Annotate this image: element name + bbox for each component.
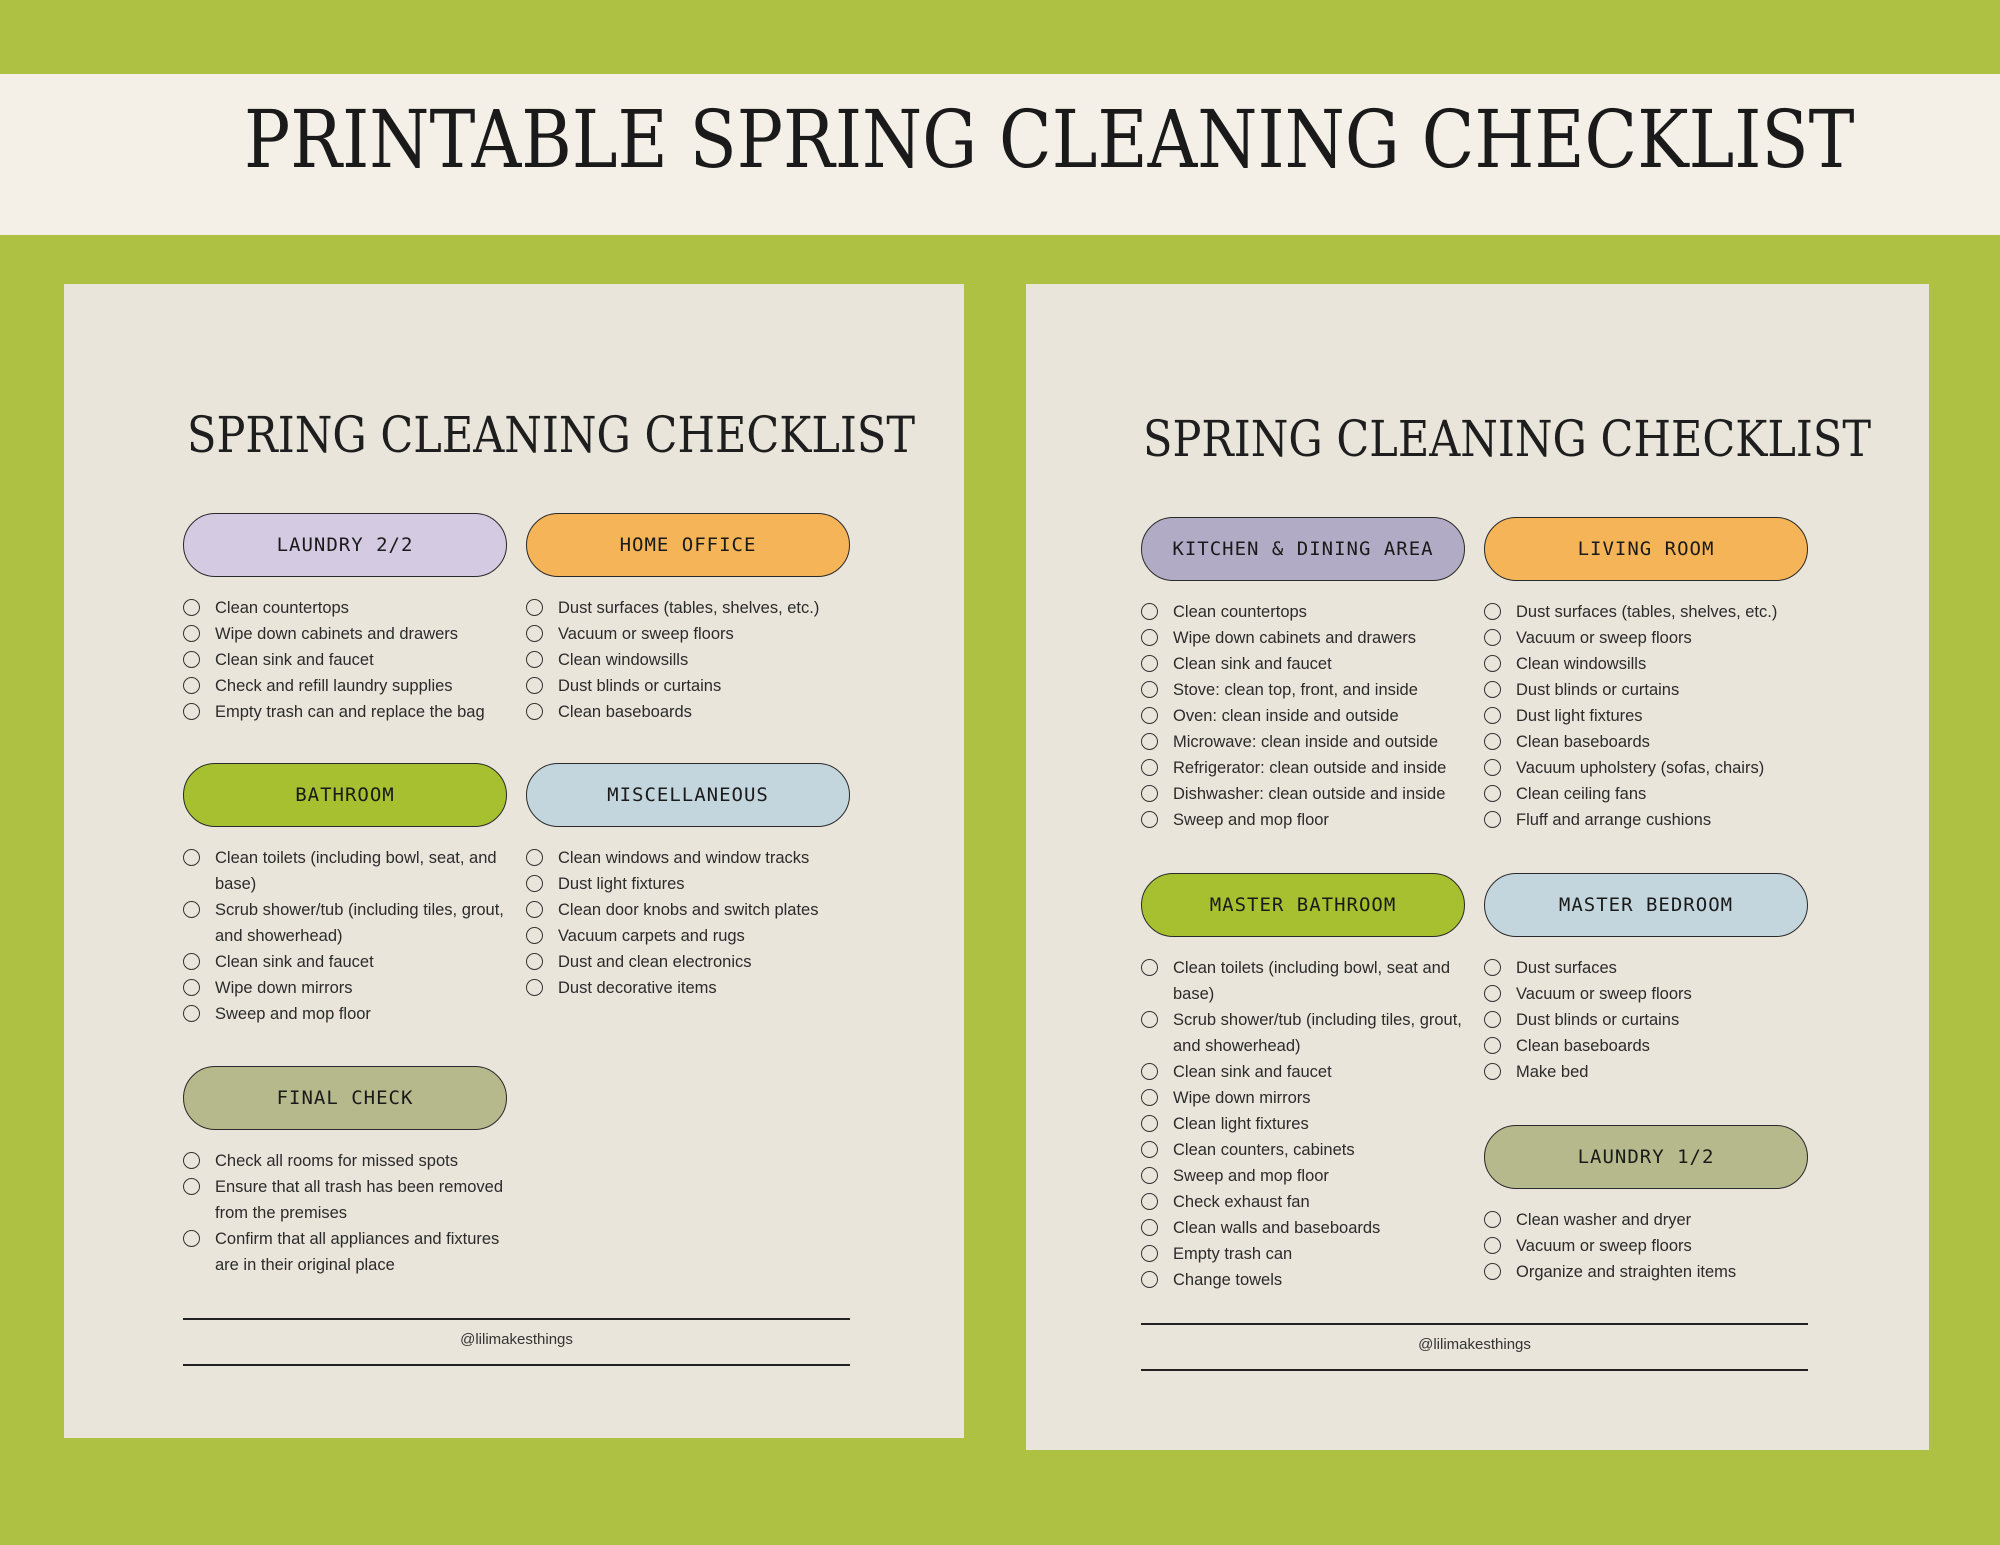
- checklist-item[interactable]: [1484, 955, 1808, 981]
- checklist-item[interactable]: [183, 1226, 507, 1278]
- checklist-item-label: Dishwasher: clean outside and inside: [1173, 785, 1446, 803]
- checklist-item[interactable]: [526, 897, 850, 923]
- checkbox-circle-icon[interactable]: [1484, 603, 1501, 620]
- footer-handle: @lilimakesthings: [460, 1331, 573, 1348]
- checkbox-circle-icon[interactable]: [1141, 1219, 1158, 1236]
- checklist-item-label: Ensure that all trash has been removed from the premises: [215, 1178, 504, 1222]
- checkbox-circle-icon[interactable]: [526, 677, 543, 694]
- checklist-item-label: Change towels: [1173, 1271, 1283, 1289]
- right-sheet: [1026, 284, 1929, 1450]
- checkbox-circle-icon[interactable]: [1141, 785, 1158, 802]
- checkbox-circle-icon[interactable]: [526, 953, 543, 970]
- checkbox-circle-icon[interactable]: [183, 599, 200, 616]
- checkbox-circle-icon[interactable]: [1141, 1089, 1158, 1106]
- checklist-item[interactable]: [1141, 1267, 1465, 1293]
- section-bathroom: [183, 763, 507, 1027]
- checklist-item[interactable]: [1141, 755, 1465, 781]
- checklist-item-label: Sweep and mop floor: [215, 1005, 371, 1023]
- checklist-item[interactable]: [1141, 1163, 1465, 1189]
- checkbox-circle-icon[interactable]: [1141, 1115, 1158, 1132]
- checkbox-circle-icon[interactable]: [1484, 1037, 1501, 1054]
- checklist-item-label: Clean sink and faucet: [1173, 1063, 1332, 1081]
- checklist: [183, 1148, 507, 1278]
- section-master-bedroom: [1484, 873, 1808, 1085]
- checkbox-circle-icon[interactable]: [1141, 759, 1158, 776]
- checklist-item[interactable]: [183, 845, 507, 897]
- section-header: LAUNDRY 1/2: [1484, 1125, 1808, 1189]
- checklist-item-label: Vacuum or sweep floors: [558, 625, 734, 643]
- checkbox-circle-icon[interactable]: [1484, 707, 1501, 724]
- checklist-item-label: Clean baseboards: [1516, 733, 1650, 751]
- checkbox-circle-icon[interactable]: [526, 651, 543, 668]
- checklist-item-label: Check exhaust fan: [1173, 1193, 1310, 1211]
- checklist-item-label: Microwave: clean inside and outside: [1173, 733, 1439, 751]
- checklist-item-label: Clean sink and faucet: [1173, 655, 1332, 673]
- section-header: BATHROOM: [183, 763, 507, 827]
- checklist-item-label: Dust surfaces (tables, shelves, etc.): [558, 599, 820, 617]
- checklist-item[interactable]: [1484, 1207, 1808, 1233]
- section-header: MASTER BATHROOM: [1141, 873, 1465, 937]
- checklist-item[interactable]: [1141, 1059, 1465, 1085]
- checkbox-circle-icon[interactable]: [1484, 1237, 1501, 1254]
- checklist-item[interactable]: [526, 845, 850, 871]
- checklist-item-label: Wipe down mirrors: [215, 979, 353, 997]
- checklist-item-label: Clean walls and baseboards: [1173, 1219, 1381, 1237]
- left-sheet-title: SPRING CLEANING CHECKLIST: [187, 406, 916, 464]
- checklist-item[interactable]: [1141, 651, 1465, 677]
- checklist-item-label: Clean washer and dryer: [1516, 1211, 1692, 1229]
- checklist-item[interactable]: [1484, 1033, 1808, 1059]
- checklist-item[interactable]: [526, 923, 850, 949]
- checklist: [183, 845, 507, 1027]
- checklist-item-label: Organize and straighten items: [1516, 1263, 1737, 1281]
- checklist-item[interactable]: [526, 595, 850, 621]
- checkbox-circle-icon[interactable]: [183, 703, 200, 720]
- checklist-item[interactable]: [1484, 729, 1808, 755]
- checklist-item-label: Check and refill laundry supplies: [215, 677, 453, 695]
- footer-line-top: [1141, 1323, 1808, 1325]
- checklist-item-label: Dust decorative items: [558, 979, 717, 997]
- checkbox-circle-icon[interactable]: [1141, 1245, 1158, 1262]
- checkbox-circle-icon[interactable]: [183, 953, 200, 970]
- checklist: [1484, 1207, 1808, 1285]
- section-home-office: [526, 513, 850, 725]
- checkbox-circle-icon[interactable]: [1141, 655, 1158, 672]
- checklist-item-label: Clean countertops: [1173, 603, 1307, 621]
- checklist-item[interactable]: [1141, 1085, 1465, 1111]
- checklist-item-label: Fluff and arrange cushions: [1516, 811, 1712, 829]
- checklist-item[interactable]: [183, 949, 507, 975]
- checklist: [526, 845, 850, 1001]
- checkbox-circle-icon[interactable]: [183, 1152, 200, 1169]
- checklist-item[interactable]: [1141, 703, 1465, 729]
- checklist-item[interactable]: [1141, 1007, 1465, 1059]
- checklist-item-label: Clean counters, cabinets: [1173, 1141, 1355, 1159]
- section-living-room: [1484, 517, 1808, 833]
- checklist-item[interactable]: [1141, 781, 1465, 807]
- checkbox-circle-icon[interactable]: [1141, 733, 1158, 750]
- checkbox-circle-icon[interactable]: [183, 1005, 200, 1022]
- checkbox-circle-icon[interactable]: [1141, 603, 1158, 620]
- checklist: [1141, 599, 1465, 833]
- checklist-item[interactable]: [1484, 981, 1808, 1007]
- checklist-item-label: Dust light fixtures: [558, 875, 685, 893]
- checklist-item[interactable]: [1484, 1233, 1808, 1259]
- checkbox-circle-icon[interactable]: [183, 651, 200, 668]
- checklist-item[interactable]: [526, 647, 850, 673]
- checklist: [183, 595, 507, 725]
- checklist-item[interactable]: [183, 1001, 507, 1027]
- section-header: HOME OFFICE: [526, 513, 850, 577]
- checklist-item-label: Dust blinds or curtains: [558, 677, 722, 695]
- checklist-item-label: Empty trash can: [1173, 1245, 1293, 1263]
- checkbox-circle-icon[interactable]: [1141, 1167, 1158, 1184]
- section-laundry-2-2: [183, 513, 507, 725]
- checklist-item-label: Refrigerator: clean outside and inside: [1173, 759, 1447, 777]
- checklist-item[interactable]: [526, 949, 850, 975]
- checklist-item-label: Clean toilets (including bowl, seat and base): [1173, 959, 1450, 1003]
- section-header: MASTER BEDROOM: [1484, 873, 1808, 937]
- checklist-item-label: Oven: clean inside and outside: [1173, 707, 1399, 725]
- checklist-item-label: Dust surfaces: [1516, 959, 1617, 977]
- checklist-item[interactable]: [1141, 599, 1465, 625]
- checklist-item[interactable]: [1484, 651, 1808, 677]
- checklist-item[interactable]: [183, 699, 507, 725]
- checkbox-circle-icon[interactable]: [1141, 1271, 1158, 1288]
- checklist-item-label: Wipe down cabinets and drawers: [1173, 629, 1417, 647]
- checklist-item-label: Dust blinds or curtains: [1516, 681, 1680, 699]
- checkbox-circle-icon[interactable]: [1141, 1011, 1158, 1028]
- checklist-item-label: Clean ceiling fans: [1516, 785, 1647, 803]
- checklist-item[interactable]: [1484, 781, 1808, 807]
- footer-line-bottom: [1141, 1369, 1808, 1371]
- checklist-item[interactable]: [183, 621, 507, 647]
- checklist-item-label: Wipe down mirrors: [1173, 1089, 1311, 1107]
- checkbox-circle-icon[interactable]: [1484, 1211, 1501, 1228]
- checklist-item[interactable]: [1141, 807, 1465, 833]
- checklist-item-label: Vacuum upholstery (sofas, chairs): [1516, 759, 1765, 777]
- checklist-item[interactable]: [1141, 1241, 1465, 1267]
- section-header: LAUNDRY 2/2: [183, 513, 507, 577]
- checklist-item-label: Check all rooms for missed spots: [215, 1152, 458, 1170]
- checkbox-circle-icon[interactable]: [1484, 1063, 1501, 1080]
- checklist-item-label: Stove: clean top, front, and inside: [1173, 681, 1418, 699]
- checklist-item[interactable]: [1484, 625, 1808, 651]
- checkbox-circle-icon[interactable]: [1141, 959, 1158, 976]
- section-header: LIVING ROOM: [1484, 517, 1808, 581]
- section-kitchen-dining-area: [1141, 517, 1465, 833]
- checklist-item-label: Vacuum or sweep floors: [1516, 985, 1692, 1003]
- checkbox-circle-icon[interactable]: [183, 901, 200, 918]
- checkbox-circle-icon[interactable]: [183, 1178, 200, 1195]
- checklist-item[interactable]: [183, 595, 507, 621]
- checkbox-circle-icon[interactable]: [1141, 1063, 1158, 1080]
- checklist-item-label: Clean windows and window tracks: [558, 849, 810, 867]
- checkbox-circle-icon[interactable]: [1141, 811, 1158, 828]
- right-sheet-title: SPRING CLEANING CHECKLIST: [1143, 410, 1872, 468]
- checkbox-circle-icon[interactable]: [526, 927, 543, 944]
- checkbox-circle-icon[interactable]: [1484, 629, 1501, 646]
- checklist: [526, 595, 850, 725]
- checklist-item-label: Clean baseboards: [558, 703, 692, 721]
- checklist-item[interactable]: [1141, 1215, 1465, 1241]
- checklist-item-label: Vacuum or sweep floors: [1516, 629, 1692, 647]
- checkbox-circle-icon[interactable]: [183, 849, 200, 866]
- checklist-item[interactable]: [1484, 599, 1808, 625]
- footer-line-bottom: [183, 1364, 850, 1366]
- banner-title: PRINTABLE SPRING CLEANING CHECKLIST: [244, 93, 1855, 186]
- checklist-item-label: Clean countertops: [215, 599, 349, 617]
- section-final-check: [183, 1066, 507, 1278]
- checklist-item[interactable]: [526, 871, 850, 897]
- checklist-item[interactable]: [1484, 1259, 1808, 1285]
- checkbox-circle-icon[interactable]: [526, 875, 543, 892]
- checklist-item[interactable]: [526, 673, 850, 699]
- checklist-item[interactable]: [1141, 955, 1465, 1007]
- checklist-item-label: Dust surfaces (tables, shelves, etc.): [1516, 603, 1778, 621]
- section-miscellaneous: [526, 763, 850, 1001]
- checklist-item[interactable]: [1141, 677, 1465, 703]
- checkbox-circle-icon[interactable]: [183, 677, 200, 694]
- checklist-item-label: Scrub shower/tub (including tiles, grout, and showerhead): [1173, 1011, 1462, 1055]
- checkbox-circle-icon[interactable]: [1141, 707, 1158, 724]
- checklist-item[interactable]: [526, 975, 850, 1001]
- checklist-item-label: Scrub shower/tub (including tiles, grout, and showerhead): [215, 901, 504, 945]
- checkbox-circle-icon[interactable]: [1141, 1141, 1158, 1158]
- footer-handle: @lilimakesthings: [1418, 1336, 1531, 1353]
- checklist-item-label: Wipe down cabinets and drawers: [215, 625, 459, 643]
- checklist-item[interactable]: [1141, 1189, 1465, 1215]
- checkbox-circle-icon[interactable]: [526, 849, 543, 866]
- checkbox-circle-icon[interactable]: [1141, 629, 1158, 646]
- checklist: [1141, 955, 1465, 1293]
- checkbox-circle-icon[interactable]: [526, 625, 543, 642]
- checklist: [1484, 955, 1808, 1085]
- checkbox-circle-icon[interactable]: [1484, 655, 1501, 672]
- checkbox-circle-icon[interactable]: [1484, 681, 1501, 698]
- checklist-item-label: Vacuum carpets and rugs: [558, 927, 745, 945]
- checklist-item-label: Make bed: [1516, 1063, 1589, 1081]
- checklist-item[interactable]: [183, 673, 507, 699]
- checkbox-circle-icon[interactable]: [1484, 959, 1501, 976]
- checkbox-circle-icon[interactable]: [1484, 733, 1501, 750]
- checklist-item-label: Clean door knobs and switch plates: [558, 901, 819, 919]
- checklist-item[interactable]: [1484, 1007, 1808, 1033]
- checklist-item[interactable]: [183, 647, 507, 673]
- checklist-item-label: Empty trash can and replace the bag: [215, 703, 485, 721]
- checkbox-circle-icon[interactable]: [526, 979, 543, 996]
- checkbox-circle-icon[interactable]: [1484, 785, 1501, 802]
- checklist-item-label: Clean toilets (including bowl, seat, and base): [215, 849, 497, 893]
- checkbox-circle-icon[interactable]: [1484, 1263, 1501, 1280]
- checkbox-circle-icon[interactable]: [183, 625, 200, 642]
- checklist-item-label: Clean sink and faucet: [215, 651, 374, 669]
- checkbox-circle-icon[interactable]: [1484, 985, 1501, 1002]
- footer-line-top: [183, 1318, 850, 1320]
- checkbox-circle-icon[interactable]: [183, 1230, 200, 1247]
- checklist-item[interactable]: [1484, 703, 1808, 729]
- checkbox-circle-icon[interactable]: [526, 703, 543, 720]
- section-header: MISCELLANEOUS: [526, 763, 850, 827]
- section-laundry-1-2: [1484, 1125, 1808, 1285]
- section-header: KITCHEN & DINING AREA: [1141, 517, 1465, 581]
- checkbox-circle-icon[interactable]: [1141, 1193, 1158, 1210]
- checklist-item[interactable]: [526, 621, 850, 647]
- checkbox-circle-icon[interactable]: [183, 979, 200, 996]
- checklist-item[interactable]: [183, 897, 507, 949]
- checklist-item-label: Dust and clean electronics: [558, 953, 752, 971]
- checkbox-circle-icon[interactable]: [1484, 759, 1501, 776]
- checklist-item[interactable]: [1141, 625, 1465, 651]
- checklist-item-label: Clean windowsills: [1516, 655, 1647, 673]
- checklist-item-label: Clean baseboards: [1516, 1037, 1650, 1055]
- checklist-item-label: Clean windowsills: [558, 651, 689, 669]
- checkbox-circle-icon[interactable]: [526, 901, 543, 918]
- checklist-item[interactable]: [1484, 807, 1808, 833]
- checkbox-circle-icon[interactable]: [1141, 681, 1158, 698]
- checklist-item[interactable]: [526, 699, 850, 725]
- checklist-item-label: Clean light fixtures: [1173, 1115, 1309, 1133]
- checklist-item[interactable]: [1484, 1059, 1808, 1085]
- checklist-item-label: Sweep and mop floor: [1173, 811, 1329, 829]
- checklist-item[interactable]: [1484, 755, 1808, 781]
- checklist-item[interactable]: [1141, 1137, 1465, 1163]
- checklist-item-label: Vacuum or sweep floors: [1516, 1237, 1692, 1255]
- checklist-item-label: Clean sink and faucet: [215, 953, 374, 971]
- section-header: FINAL CHECK: [183, 1066, 507, 1130]
- checklist-item[interactable]: [1484, 677, 1808, 703]
- checkbox-circle-icon[interactable]: [1484, 1011, 1501, 1028]
- checklist-item[interactable]: [183, 1174, 507, 1226]
- left-sheet: [64, 284, 964, 1438]
- checklist: [1484, 599, 1808, 833]
- section-master-bathroom: [1141, 873, 1465, 1293]
- checklist-item[interactable]: [183, 975, 507, 1001]
- checklist-item[interactable]: [1141, 1111, 1465, 1137]
- checkbox-circle-icon[interactable]: [526, 599, 543, 616]
- checklist-item-label: Sweep and mop floor: [1173, 1167, 1329, 1185]
- checklist-item[interactable]: [1141, 729, 1465, 755]
- checklist-item-label: Dust light fixtures: [1516, 707, 1643, 725]
- checklist-item[interactable]: [183, 1148, 507, 1174]
- checkbox-circle-icon[interactable]: [1484, 811, 1501, 828]
- checklist-item-label: Confirm that all appliances and fixtures are in their original place: [215, 1230, 500, 1274]
- checklist-item-label: Dust blinds or curtains: [1516, 1011, 1680, 1029]
